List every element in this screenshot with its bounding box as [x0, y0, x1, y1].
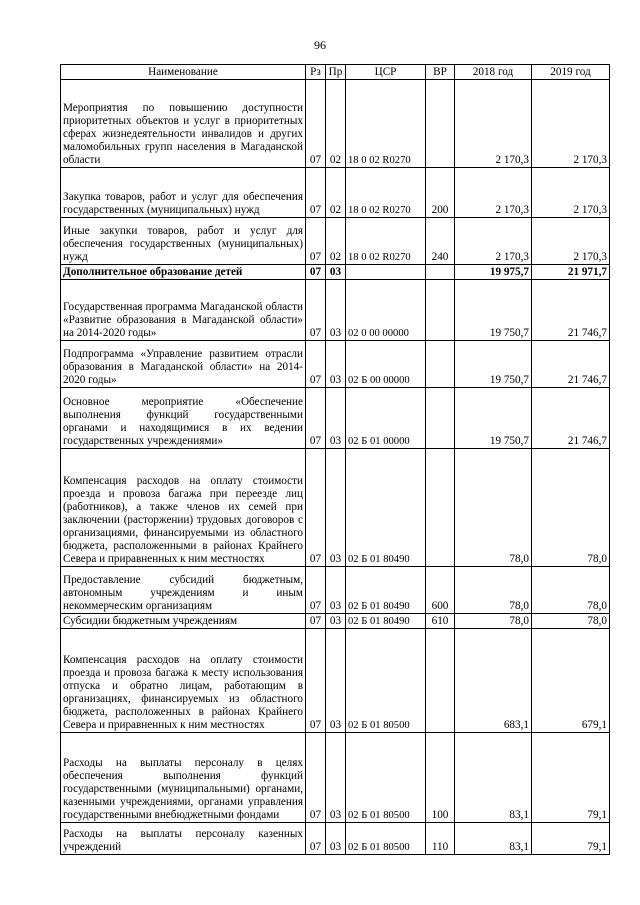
- row-name: Закупка товаров, работ и услуг для обеспечения государственных (муниципальных) нужд: [61, 168, 306, 218]
- row-csr: 02 Б 01 80490: [346, 614, 426, 629]
- row-2018: 683,1: [455, 629, 532, 733]
- header-2018: 2018 год: [455, 65, 532, 80]
- row-vr: [426, 449, 455, 567]
- table-row: [61, 341, 610, 388]
- row-csr: 02 Б 01 80500: [346, 823, 426, 855]
- table-row: [61, 168, 610, 218]
- row-vr: 200: [426, 168, 455, 218]
- header-name: Наименование: [61, 65, 306, 80]
- row-vr: [426, 280, 455, 341]
- row-csr: 02 Б 01 80490: [346, 449, 426, 567]
- row-2019: 78,0: [532, 567, 610, 614]
- row-csr: 18 0 02 R0270: [346, 80, 426, 168]
- row-rz: 07: [306, 80, 326, 168]
- row-2018: 2 170,3: [455, 80, 532, 168]
- row-rz: 07: [306, 629, 326, 733]
- header-rz: Рз: [306, 65, 326, 80]
- header-pr: Пр: [326, 65, 346, 80]
- row-rz: 07: [306, 218, 326, 265]
- row-vr: 610: [426, 614, 455, 629]
- row-2019: 78,0: [532, 449, 610, 567]
- row-csr: 02 Б 01 80500: [346, 629, 426, 733]
- row-pr: 03: [326, 823, 346, 855]
- row-vr: [426, 80, 455, 168]
- row-2018: 83,1: [455, 823, 532, 855]
- header-2019: 2019 год: [532, 65, 610, 80]
- row-2019: 21 971,7: [532, 265, 610, 280]
- row-name: Государственная программа Магаданской области «Развитие образования в Магаданской области» на 2014-2020 годы»: [61, 280, 306, 341]
- table-row: [61, 629, 610, 733]
- row-2019: 79,1: [532, 733, 610, 823]
- row-2018: 78,0: [455, 449, 532, 567]
- row-name: Расходы на выплаты персоналу в целях обеспечения выполнения функций государственными (муниципальными) органами, казенными учреждениями, органами управления государственными внебюджетными фондами: [61, 733, 306, 823]
- row-vr: [426, 265, 455, 280]
- row-name: Дополнительное образование детей: [61, 265, 306, 280]
- row-name: Основное мероприятие «Обеспечение выполнения функций государственными органами и находящимися в их ведении государственных учреждениями»: [61, 388, 306, 449]
- row-2018: 19 750,7: [455, 341, 532, 388]
- row-2018: 2 170,3: [455, 218, 532, 265]
- row-rz: 07: [306, 388, 326, 449]
- row-pr: 02: [326, 218, 346, 265]
- table-row: [61, 449, 610, 567]
- row-vr: [426, 341, 455, 388]
- row-csr: 02 0 00 00000: [346, 280, 426, 341]
- row-2019: 79,1: [532, 823, 610, 855]
- row-2019: 2 170,3: [532, 218, 610, 265]
- row-pr: 02: [326, 168, 346, 218]
- row-2019: 78,0: [532, 614, 610, 629]
- row-vr: [426, 388, 455, 449]
- row-csr: 02 Б 01 80490: [346, 567, 426, 614]
- table-row: [61, 388, 610, 449]
- row-csr: [346, 265, 426, 280]
- table-row: [61, 823, 610, 855]
- row-name: Мероприятия по повышению доступности приоритетных объектов и услуг в приоритетных сферах жизнедеятельности инвалидов и других маломобильных групп населения в Магаданской области: [61, 80, 306, 168]
- row-name: Подпрограмма «Управление развитием отрасли образования в Магаданской области» на 2014-2020 годы»: [61, 341, 306, 388]
- row-2018: 19 750,7: [455, 280, 532, 341]
- row-rz: 07: [306, 265, 326, 280]
- row-name: Иные закупки товаров, работ и услуг для обеспечения государственных (муниципальных) нужд: [61, 218, 306, 265]
- page-number: 96: [314, 38, 326, 52]
- row-pr: 03: [326, 614, 346, 629]
- row-2018: 2 170,3: [455, 168, 532, 218]
- row-2019: 21 746,7: [532, 388, 610, 449]
- table-row: [61, 280, 610, 341]
- row-rz: 07: [306, 449, 326, 567]
- row-pr: 03: [326, 280, 346, 341]
- row-2019: 679,1: [532, 629, 610, 733]
- row-2019: 2 170,3: [532, 80, 610, 168]
- row-pr: 03: [326, 388, 346, 449]
- row-pr: 03: [326, 733, 346, 823]
- row-csr: 18 0 02 R0270: [346, 168, 426, 218]
- row-name: Компенсация расходов на оплату стоимости проезда и провоза багажа при переезде лиц (работников), а также членов их семей при заключении (расторжении) трудовых договоров с организациями, финансируемыми из областного бюджета, расположенными в районах Крайнего Севера и приравненных к ним местностях: [61, 449, 306, 567]
- row-2018: 83,1: [455, 733, 532, 823]
- row-name: Компенсация расходов на оплату стоимости проезда и провоза багажа к месту использования отпуска и обратно лицам, работающим в организациях, финансируемых из областного бюджета, расположенных в районах Крайнего Севера и приравненных к ним местностях: [61, 629, 306, 733]
- row-pr: 03: [326, 341, 346, 388]
- row-2019: 2 170,3: [532, 168, 610, 218]
- row-rz: 07: [306, 823, 326, 855]
- table-row: [61, 80, 610, 168]
- header-vr: ВР: [426, 65, 455, 80]
- table-header-row: [61, 65, 610, 80]
- table-row: [61, 218, 610, 265]
- row-vr: 100: [426, 733, 455, 823]
- row-csr: 02 Б 01 00000: [346, 388, 426, 449]
- row-rz: 07: [306, 341, 326, 388]
- row-csr: 02 Б 00 00000: [346, 341, 426, 388]
- row-pr: 03: [326, 449, 346, 567]
- row-vr: 600: [426, 567, 455, 614]
- budget-table: [60, 64, 610, 855]
- row-2018: 78,0: [455, 567, 532, 614]
- table-row: [61, 567, 610, 614]
- row-rz: 07: [306, 733, 326, 823]
- row-rz: 07: [306, 567, 326, 614]
- header-csr: ЦСР: [346, 65, 426, 80]
- row-vr: [426, 629, 455, 733]
- row-pr: 03: [326, 265, 346, 280]
- row-2018: 78,0: [455, 614, 532, 629]
- row-pr: 03: [326, 567, 346, 614]
- row-pr: 03: [326, 629, 346, 733]
- table-row-section: [61, 265, 610, 280]
- row-2018: 19 750,7: [455, 388, 532, 449]
- row-vr: 110: [426, 823, 455, 855]
- row-2019: 21 746,7: [532, 341, 610, 388]
- row-csr: 18 0 02 R0270: [346, 218, 426, 265]
- row-vr: 240: [426, 218, 455, 265]
- row-rz: 07: [306, 614, 326, 629]
- table-row: [61, 733, 610, 823]
- row-pr: 02: [326, 80, 346, 168]
- row-csr: 02 Б 01 80500: [346, 733, 426, 823]
- row-name: Расходы на выплаты персоналу казенных учреждений: [61, 823, 306, 855]
- row-2019: 21 746,7: [532, 280, 610, 341]
- row-name: Субсидии бюджетным учреждениям: [61, 614, 306, 629]
- row-rz: 07: [306, 280, 326, 341]
- row-name: Предоставление субсидий бюджетным, автономным учреждениям и иным некоммерческим организациям: [61, 567, 306, 614]
- table-row: [61, 614, 610, 629]
- row-2018: 19 975,7: [455, 265, 532, 280]
- row-rz: 07: [306, 168, 326, 218]
